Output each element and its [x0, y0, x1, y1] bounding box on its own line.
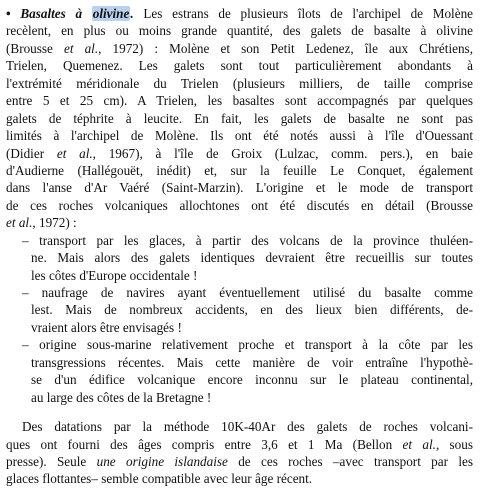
- heading-dot: .: [130, 6, 134, 21]
- list-line-10: au large des côtes de la Bretagne !: [31, 389, 212, 405]
- list-line-9: se d'un édifice volcanique encore inconnu sur le plateau continental,: [31, 372, 473, 388]
- bullet-glyph: •: [6, 6, 11, 21]
- text-line-4: Trielen, Quemenez. Les galets sont tout particulièrement abondants à: [6, 58, 473, 74]
- line-text: Les estrans de plusieurs îlots de l'archipel de Molène: [143, 6, 474, 21]
- paragraph-gap: [6, 406, 473, 418]
- section-heading: [20, 6, 133, 21]
- list-line-5: lest. Mais de nombreux accidents, en des lieux bien différents, de-: [31, 302, 473, 318]
- heading-lead: Basaltes à: [20, 6, 92, 21]
- list-line-1: – transport par les glaces, à partir des volcans de la province thuléen-: [22, 232, 473, 248]
- para-line-3: presse). Seule une origine islandaise de ces roches –avec transport par les: [6, 453, 473, 469]
- list-line-3: les côtes d'Europe occidentale !: [31, 267, 198, 283]
- text-line-2: recèlent, en plus ou moins grande quantité, des galets de basalte à olivine: [6, 23, 473, 39]
- text-line-1: [6, 5, 473, 22]
- text-line-10: d'Audierne (Hallégouët, inédit) et, sur la feuille Le Conquet, également: [6, 162, 473, 178]
- text-line-3: (Brousse et al., 1972) : Molène et son Petit Ledenez, île aux Chrétiens,: [6, 40, 473, 56]
- highlighted-word[interactable]: olivine: [92, 6, 130, 21]
- text-line-13: et al., 1972) :: [6, 215, 77, 231]
- text-line-6: entre 5 et 25 cm). A Trielen, les basaltes sont accompagnés par quelques: [6, 93, 473, 109]
- list-line-7: – origine sous-marine relativement proche et transport à la côte par les: [22, 337, 473, 353]
- text-line-5: l'extrémité méridionale du Trielen (plusieurs milliers, de taille comprise: [6, 75, 473, 91]
- para-line-4: glaces flottantes– semble compatible avec leur âge récent.: [6, 471, 313, 487]
- list-line-2: ne. Mais alors des galets identiques devraient être recueillis sur toutes: [31, 250, 473, 266]
- list-line-4: – naufrage de navires ayant éventuellement utilisé du basalte comme: [22, 285, 473, 300]
- text-line-12: de ces roches volcaniques allochtones ont été discutés en détail (Brousse: [6, 197, 473, 213]
- para-line-1: Des datations par la méthode 10K-40Ar des galets de roches volcani-: [22, 419, 473, 435]
- para-line-2: ques ont fourni des âges compris entre 3,6 et 1 Ma (Bellon et al., sous: [6, 436, 473, 452]
- text-line-11: dans l'anse d'Ar Vaéré (Saint-Marzin). L'origine et le mode de transport: [6, 180, 473, 196]
- text-line-9: (Didier et al., 1967), à l'île de Groix (Lulzac, comm. pers.), en baie: [6, 145, 473, 161]
- list-line-6: vraient alors être envisagés !: [31, 319, 182, 335]
- text-line-8: limités à l'archipel de Molène. Ils ont été notés aussi à l'île d'Ouessant: [6, 128, 473, 144]
- list-line-8: transgressions récentes. Mais cette manière de voir entraîne l'hypothè-: [31, 354, 473, 370]
- text-line-7: galets de téphrite à leucite. En fait, les galets de basalte ne sont pas: [6, 110, 473, 126]
